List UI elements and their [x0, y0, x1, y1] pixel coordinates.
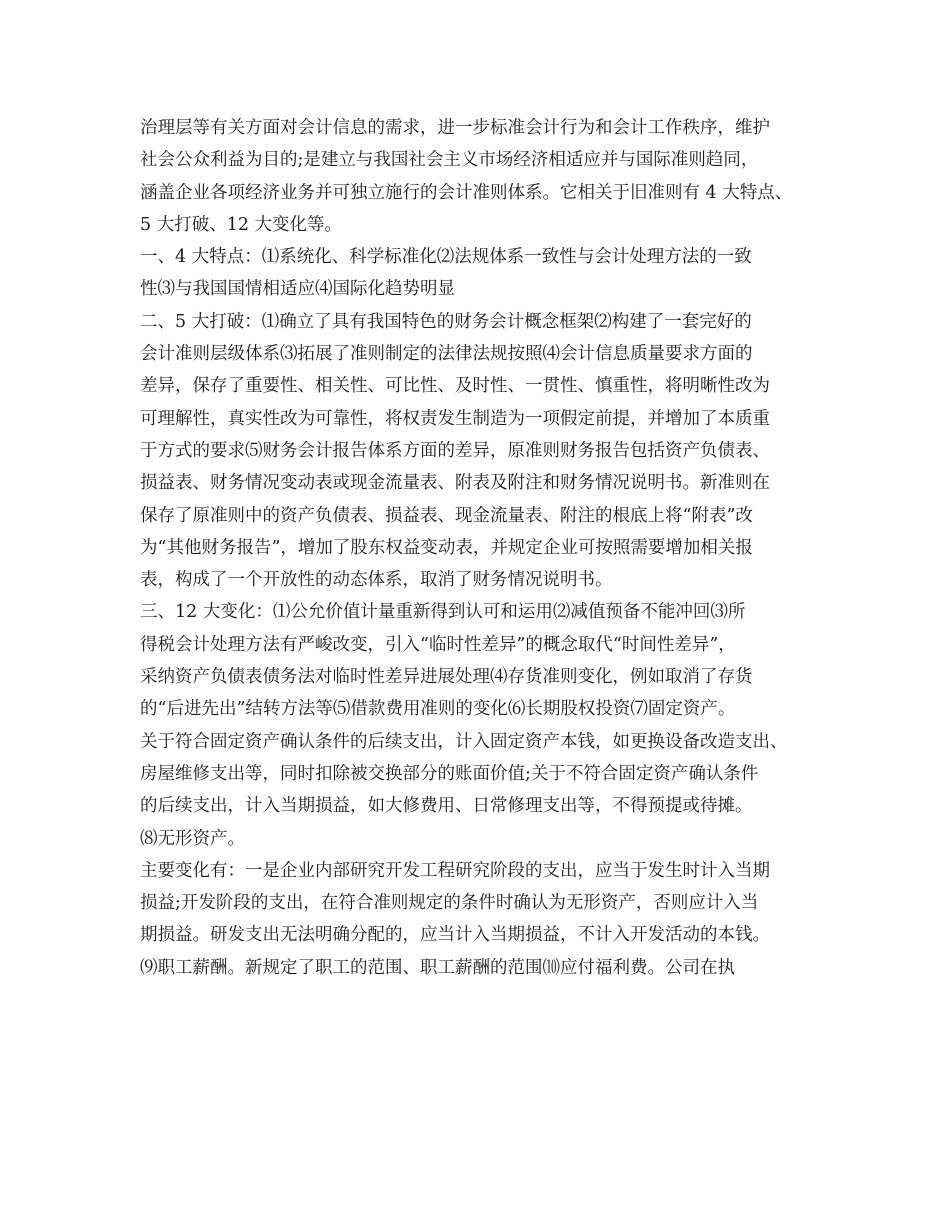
text-line: 5 大打破、12 大变化等。	[140, 214, 343, 235]
text-line: 主要变化有：一是企业内部研究开发工程研究阶段的支出，应当于发生时计入当期	[140, 860, 770, 881]
text-line: 房屋维修支出等，同时扣除被交换部分的账面价值;关于不符合固定资产确认条件	[140, 763, 759, 784]
text-line: 损益表、财务情况变动表或现金流量表、附表及附注和财务情况说明书。新准则在	[140, 473, 770, 494]
text-line: 保存了原准则中的资产负债表、损益表、现金流量表、附注的根底上将“附表”改	[140, 505, 753, 526]
body-text	[140, 112, 830, 984]
text-line: 治理层等有关方面对会计信息的需求，进一步标准会计行为和会计工作秩序，维护	[140, 118, 770, 138]
text-line: 会计准则层级体系⑶拓展了准则制定的法律法规按照⑷会计信息质量要求方面的	[140, 344, 753, 365]
text-line: ⑻无形资产。	[140, 828, 245, 849]
text-line: ⑼职工薪酬。新规定了职工的范围、职工薪酬的范围⑽应付福利费。公司在执	[140, 957, 735, 978]
text-line: 社会公众利益为目的;是建立与我国社会主义市场经济相适应并与国际准则趋同，	[140, 150, 759, 171]
text-line: 涵盖企业各项经济业务并可独立施行的会计准则体系。它相关于旧准则有 4 大特点、	[140, 182, 793, 203]
text-line: 于方式的要求⑸财务会计报告体系方面的差异，原准则财务报告包括资产负债表、	[140, 440, 770, 461]
text-line: 关于符合固定资产确认条件的后续支出，计入固定资产本钱，如更换设备改造支出、	[140, 731, 788, 752]
text-line: 期损益。研发支出无法明确分配的，应当计入当期损益，不计入开发活动的本钱。	[140, 925, 770, 946]
text-line: 的“后进先出”结转方法等⑸借款费用准则的变化⑹长期股权投资⑺固定资产。	[140, 699, 736, 720]
text-line: 损益;开发阶段的支出，在符合准则规定的条件时确认为无形资产，否则应计入当	[140, 893, 759, 914]
text-line: 为“其他财务报告”，增加了股东权益变动表，并规定企业可按照需要增加相关报	[140, 537, 753, 558]
text-line: 性⑶与我国国情相适应⑷国际化趋势明显	[140, 279, 455, 300]
text-line: 采纳资产负债表债务法对临时性差异进展处理⑷存货准则变化，例如取消了存货	[140, 667, 753, 688]
text-line: 差异，保存了重要性、相关性、可比性、及时性、一贯性、慎重性，将明晰性改为	[140, 376, 770, 397]
text-line: 的后续支出，计入当期损益，如大修费用、日常修理支出等，不得预提或待摊。	[140, 796, 753, 817]
text-line: 三、12 大变化：⑴公允价值计量重新得到认可和运用⑵减值预备不能冲回⑶所	[140, 602, 746, 623]
text-line: 可理解性，真实性改为可靠性，将权责发生制造为一项假定前提，并增加了本质重	[140, 408, 770, 429]
text-line: 二、5 大打破：⑴确立了具有我国特色的财务会计概念框架⑵构建了一套完好的	[140, 311, 752, 332]
text-line: 得税会计处理方法有严峻改变，引入“临时性差异”的概念取代“时间性差异”，	[140, 634, 736, 655]
text-line: 表，构成了一个开放性的动态体系，取消了财务情况说明书。	[140, 570, 613, 591]
text-line: 一、4 大特点：⑴系统化、科学标准化⑵法规体系一致性与会计处理方法的一致	[140, 247, 752, 268]
